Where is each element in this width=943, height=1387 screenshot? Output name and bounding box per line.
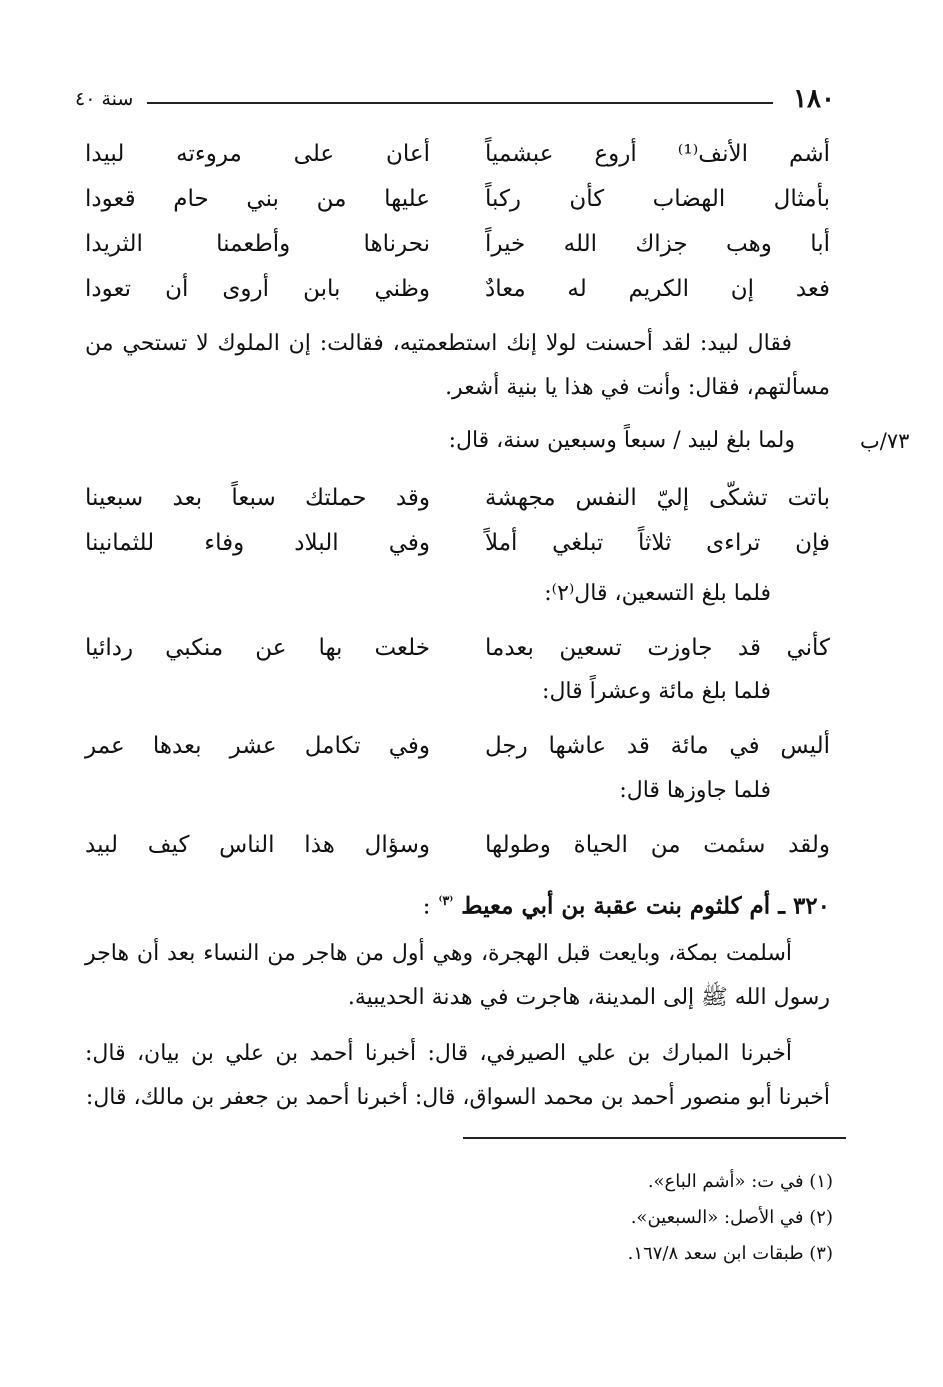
verse-left-hemistich: عليها من بني حام قعودا [85,186,430,212]
verse-left-hemistich: وفي تكامل عشر بعدها عمر [85,733,430,759]
intro-line: فلما بلغ التسعين، قال⁽٢⁾: [544,581,771,606]
verse-left-hemistich: وفي البلاد وفاء للثمانينا [85,530,430,556]
verse-right-hemistich: أبا وهب جزاك الله خيراً [485,231,830,257]
verse-line [85,823,830,867]
verse-left-hemistich: خلعت بها عن منكبي ردائيا [85,635,430,661]
footnote: (١) في ت: «أشم الباع». [647,1171,833,1192]
verse-line [85,132,830,176]
paragraph: فقال لبيد: لقد أحسنت لولا إنك استطعمتيه، فقالت: إن الملوك لا تستحي من مسألتهم، فقال: وأنت في هذا يا بنية أشعر. [85,331,830,400]
paragraph: أسلمت بمكة، وبايعت قبل الهجرة، وهي أول من هاجر من النساء بعد أن هاجر رسول الله ﷺ إلى المدينة، هاجرت في هدنة الحديبية. [85,941,830,1010]
verse-left-hemistich: وقد حملتك سبعاً بعد سبعينا [85,485,430,511]
verse-left-hemistich: أعان على مروءته لبيدا [85,141,430,167]
verse-line [85,724,830,768]
verse-right-hemistich: فإن تراءى ثلاثاً تبلغي أملاً [485,530,830,556]
verse-left-hemistich: نحرناها وأطعمنا الثريدا [85,231,430,257]
paragraph: أخبرنا المبارك بن علي الصيرفي، قال: أخبرنا أحمد بن علي بن بيان، قال: أخبرنا أبو منصور أحمد بن محمد السواق، قال: أخبرنا أحمد بن جعفر بن مالك، قال: [85,1041,830,1110]
verse-right-hemistich: كأني قد جاوزت تسعين بعدما [485,635,830,661]
page-number: ١٨٠ [793,84,835,114]
verse-left-hemistich: وسؤال هذا الناس كيف لبيد [85,832,430,858]
verse-right-hemistich: أشم الأنف⁽¹⁾ أروع عبشمياً [485,141,830,167]
verse-line [85,267,830,311]
entry-heading [423,880,830,929]
verse-right-hemistich: بأمثال الهضاب كأن ركباً [485,186,830,212]
footnote: (٣) طبقات ابن سعد ١٦٧/٨. [627,1243,833,1264]
running-title: سنة ٤٠ [75,88,134,110]
verse-right-hemistich: فعد إن الكريم له معادٌ [485,276,830,302]
verse-right-hemistich: أليس في مائة قد عاشها رجل [485,733,830,759]
verse-line [85,177,830,221]
manuscript-folio-ref: ٧٣/ب [860,429,910,453]
intro-line: فلما جاوزها قال: [619,778,771,803]
intro-line: فلما بلغ مائة وعشراً قال: [542,679,771,704]
page-header [75,82,835,118]
verse-line [85,521,830,565]
verse-line [85,222,830,266]
verse-line [85,476,830,520]
footnote: (٢) في الأصل: «السبعين». [630,1207,833,1228]
footnote-rule [463,1137,846,1139]
entry-heading-colon: : [422,893,431,920]
footnote-marker: ⁽٣⁾ [438,894,454,909]
entry-heading-title: ٣٢٠ ـ أم كلثوم بنت عقبة بن أبي معيط [461,892,830,920]
verse-line [85,626,830,670]
verse-right-hemistich: باتت تشكّى إليّ النفس مجهشة [485,485,830,511]
intro-line: ولما بلغ لبيد / سبعاً وسبعين سنة، قال: [448,428,795,453]
header-rule [147,102,773,104]
verse-left-hemistich: وظني بابن أروى أن تعودا [85,276,430,302]
verse-right-hemistich: ولقد سئمت من الحياة وطولها [485,832,830,858]
